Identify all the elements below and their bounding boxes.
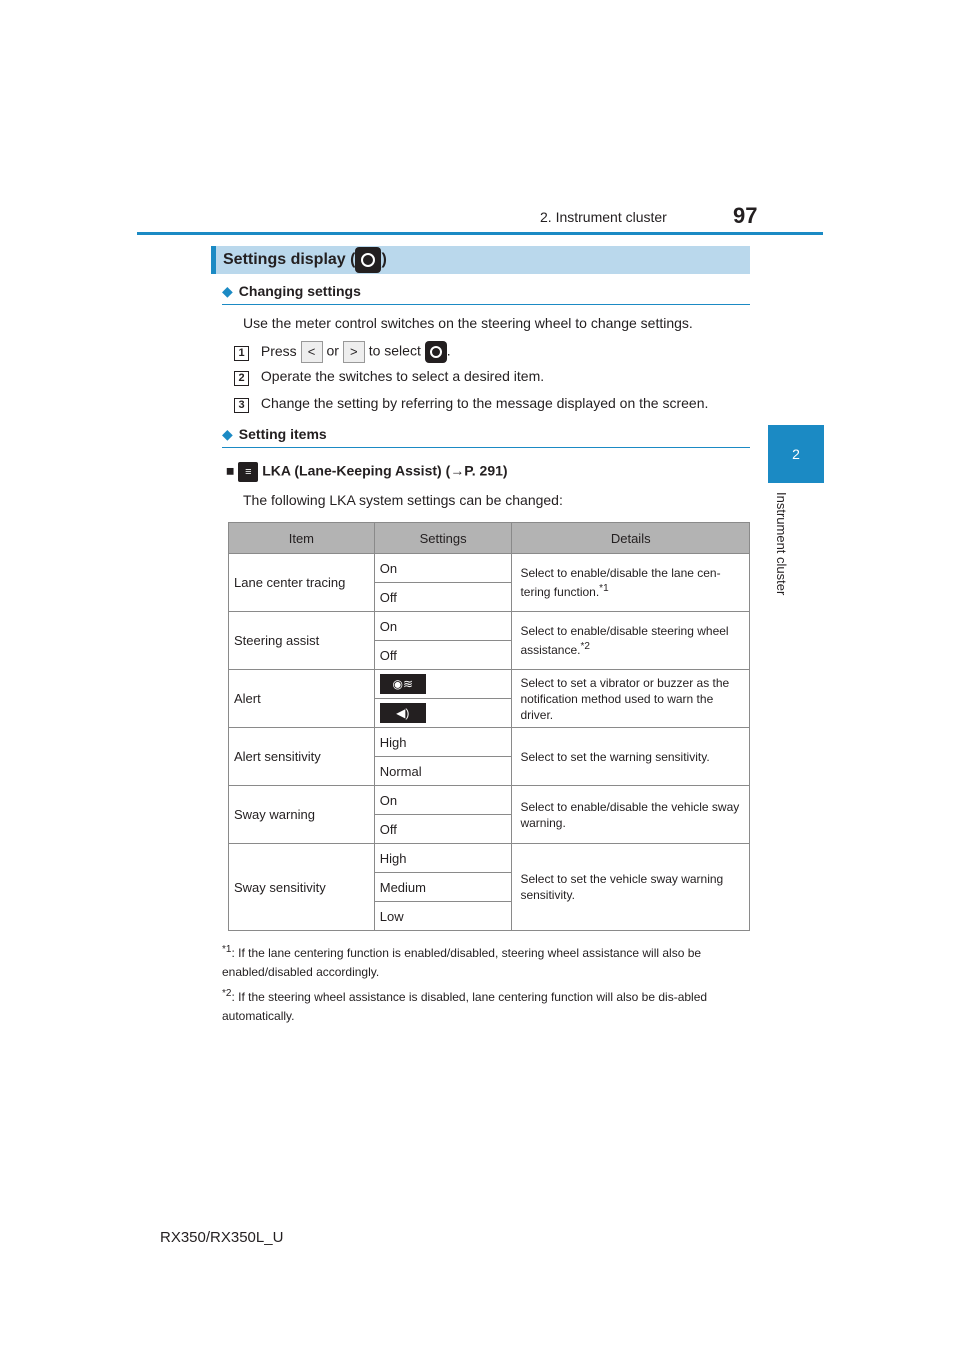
buzzer-icon: ◀) <box>380 703 426 723</box>
table-row: Low <box>229 902 750 931</box>
table-row: Off <box>229 583 750 612</box>
model-footer: RX350/RX350L_U <box>160 1229 284 1246</box>
step-number: 3 <box>234 398 249 413</box>
changing-intro: Use the meter control switches on the steering wheel to change settings. <box>243 315 693 331</box>
diamond-bullet-icon: ◆ <box>222 426 233 442</box>
table-row: Medium <box>229 873 750 902</box>
chapter-tab: 2 <box>768 425 824 483</box>
table-row: Alert sensitivity High Select to set the warning sensitivity. <box>229 728 750 757</box>
step-3: 3 Change the setting by referring to the message displayed on the screen. <box>234 395 708 413</box>
lka-heading: ■ ≡ LKA (Lane-Keeping Assist) (→P. 291) <box>226 462 508 482</box>
lka-intro: The following LKA system settings can be changed: <box>243 492 563 508</box>
table-row: Sway warning On Select to enable/disable the vehicle sway warning. <box>229 786 750 815</box>
column-header: Item <box>229 523 375 554</box>
table-row: Lane center tracing On Select to enable/disable the lane cen-tering function.$^{*1}$ <box>229 554 750 583</box>
step-number: 2 <box>234 371 249 386</box>
table-header-row <box>229 523 750 554</box>
table-row: Off <box>229 641 750 670</box>
footnote-2: $^{*2}$: If the steering wheel assistance is disabled, lane centering function will also be dis-abled automatically. <box>222 988 708 1023</box>
setting-items-heading: ◆ Setting items <box>222 426 750 448</box>
table-row: Off <box>229 815 750 844</box>
section-title-suffix: ) <box>381 251 387 268</box>
step-2: 2 Operate the switches to select a desired item. <box>234 368 544 386</box>
page-number: 97 <box>733 203 758 228</box>
diamond-bullet-icon: ◆ <box>222 283 233 299</box>
footnote-1: $^{*1}$: If the lane centering function is enabled/disabled, steering wheel assistance will also be enabled/disabled accordingly. <box>222 944 702 979</box>
step-1: 1 Press < or > to select . <box>234 341 451 363</box>
vibration-icon: ◉≋ <box>380 674 426 694</box>
table-row: Alert ◉≋ Select to set a vibrator or buzzer as the notification method used to warn the driver. <box>229 670 750 699</box>
chapter-title: 2. Instrument cluster <box>540 209 667 225</box>
settings-gear-icon <box>425 341 447 363</box>
column-header: Details <box>512 523 750 554</box>
table-row: Sway sensitivity High Select to set the vehicle sway warning sensitivity. <box>229 844 750 873</box>
section-title <box>211 246 750 274</box>
lka-icon: ≡ <box>238 462 258 482</box>
column-header: Settings <box>374 523 512 554</box>
lka-settings-table <box>228 522 750 931</box>
changing-settings-heading: ◆ Changing settings <box>222 283 750 305</box>
section-title-prefix: Settings display ( <box>223 251 356 268</box>
header-rule <box>137 232 823 235</box>
left-arrow-button-icon: < <box>301 341 323 363</box>
table-row: Normal <box>229 757 750 786</box>
right-arrow-button-icon: > <box>343 341 365 363</box>
table-row: Steering assist On Select to enable/disable steering wheel assistance.$^{*2}$ <box>229 612 750 641</box>
chapter-tab-label: Instrument cluster <box>774 492 789 596</box>
step-number: 1 <box>234 346 249 361</box>
square-bullet-icon: ■ <box>226 462 235 479</box>
settings-gear-icon <box>355 247 381 273</box>
